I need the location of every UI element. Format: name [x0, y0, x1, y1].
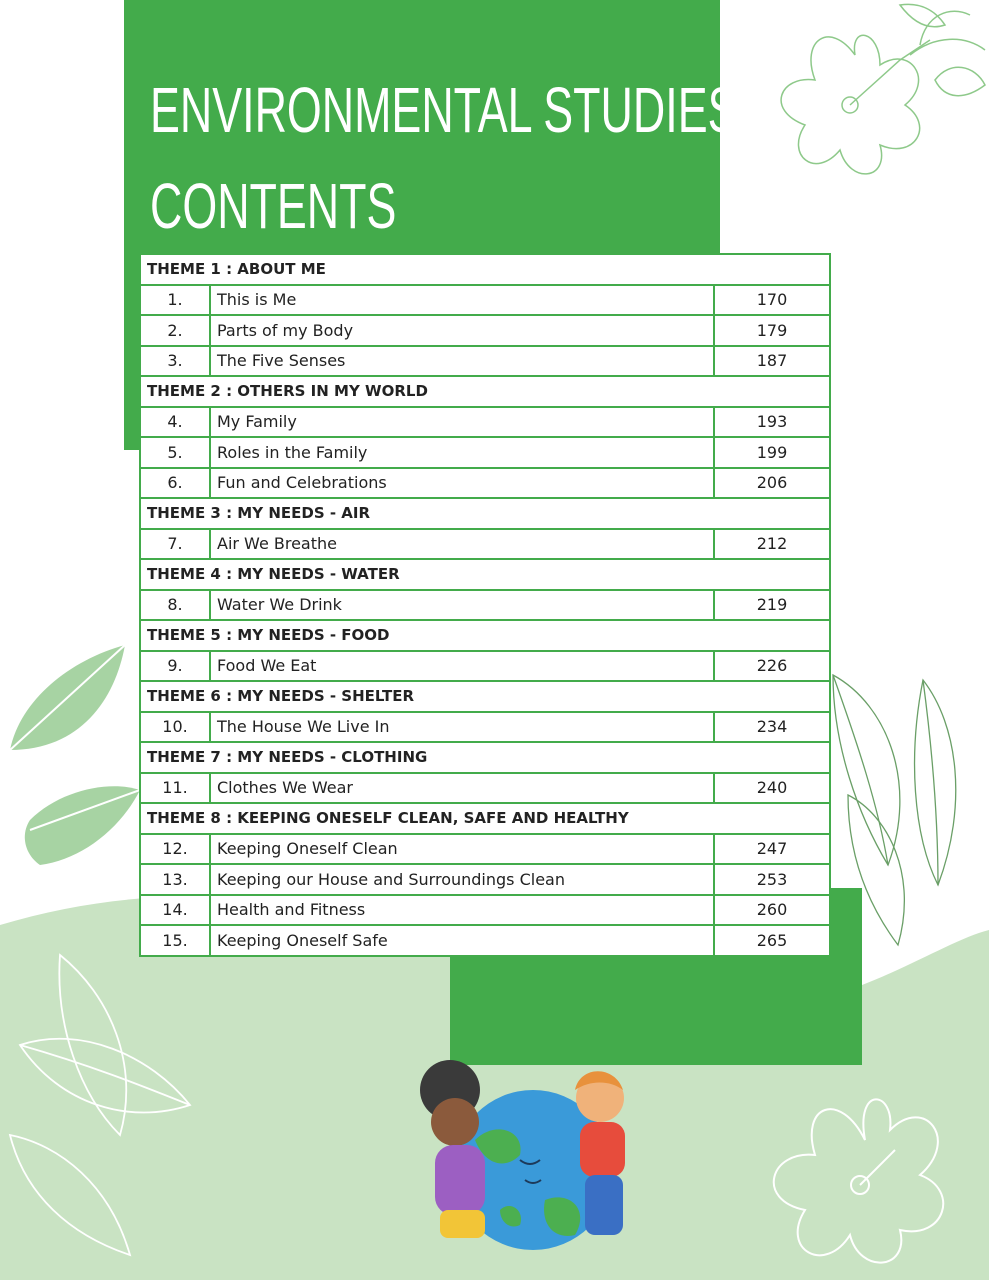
chapter-number: 12.: [140, 834, 210, 865]
theme-row: [140, 681, 830, 712]
chapter-number: 15.: [140, 925, 210, 956]
chapter-title[interactable]: Keeping our House and Surroundings Clean: [210, 864, 714, 895]
theme-title: THEME 4 : MY NEEDS - WATER: [140, 559, 830, 590]
chapter-number: 6.: [140, 468, 210, 499]
theme-title: THEME 5 : MY NEEDS - FOOD: [140, 620, 830, 651]
page-number: 206: [714, 468, 830, 499]
chapter-title[interactable]: Keeping Oneself Clean: [210, 834, 714, 865]
chapter-number: 7.: [140, 529, 210, 560]
page-number: 187: [714, 346, 830, 377]
table-row[interactable]: [140, 651, 830, 682]
chapter-title[interactable]: Parts of my Body: [210, 315, 714, 346]
table-row[interactable]: [140, 407, 830, 438]
page-number: 193: [714, 407, 830, 438]
chapter-number: 9.: [140, 651, 210, 682]
theme-title: THEME 7 : MY NEEDS - CLOTHING: [140, 742, 830, 773]
chapter-title[interactable]: The House We Live In: [210, 712, 714, 743]
leaf-icon: [0, 935, 260, 1280]
theme-row: [140, 254, 830, 285]
chapter-title[interactable]: This is Me: [210, 285, 714, 316]
page-number: 260: [714, 895, 830, 926]
page-title: [150, 62, 737, 254]
chapter-number: 2.: [140, 315, 210, 346]
page-number: 234: [714, 712, 830, 743]
chapter-number: 4.: [140, 407, 210, 438]
hibiscus-flower-icon: [745, 1060, 989, 1280]
chapter-number: 8.: [140, 590, 210, 621]
hibiscus-flower-icon: [760, 0, 989, 215]
chapter-number: 10.: [140, 712, 210, 743]
theme-title: THEME 6 : MY NEEDS - SHELTER: [140, 681, 830, 712]
chapter-title[interactable]: Water We Drink: [210, 590, 714, 621]
children-hugging-earth-icon: [405, 1050, 645, 1265]
theme-row: [140, 498, 830, 529]
title-line-2: CONTENTS: [150, 170, 397, 242]
contents-table: [139, 253, 831, 957]
page-number: 219: [714, 590, 830, 621]
chapter-title[interactable]: The Five Senses: [210, 346, 714, 377]
chapter-title[interactable]: Roles in the Family: [210, 437, 714, 468]
table-row[interactable]: [140, 590, 830, 621]
page-number: 199: [714, 437, 830, 468]
table-row[interactable]: [140, 864, 830, 895]
page-number: 240: [714, 773, 830, 804]
table-row[interactable]: [140, 895, 830, 926]
page-number: 212: [714, 529, 830, 560]
chapter-title[interactable]: My Family: [210, 407, 714, 438]
table-row[interactable]: [140, 285, 830, 316]
theme-title: THEME 8 : KEEPING ONESELF CLEAN, SAFE AND HEALTHY: [140, 803, 830, 834]
theme-title: THEME 3 : MY NEEDS - AIR: [140, 498, 830, 529]
page-number: 179: [714, 315, 830, 346]
chapter-title[interactable]: Keeping Oneself Safe: [210, 925, 714, 956]
theme-row: [140, 620, 830, 651]
chapter-title[interactable]: Clothes We Wear: [210, 773, 714, 804]
table-row[interactable]: [140, 346, 830, 377]
table-row[interactable]: [140, 773, 830, 804]
chapter-title[interactable]: Food We Eat: [210, 651, 714, 682]
page-number: 170: [714, 285, 830, 316]
table-row[interactable]: [140, 834, 830, 865]
chapter-title[interactable]: Health and Fitness: [210, 895, 714, 926]
chapter-number: 1.: [140, 285, 210, 316]
chapter-title[interactable]: Fun and Celebrations: [210, 468, 714, 499]
page-number: 247: [714, 834, 830, 865]
theme-row: [140, 803, 830, 834]
table-row[interactable]: [140, 315, 830, 346]
table-row[interactable]: [140, 712, 830, 743]
title-line-1: ENVIRONMENTAL STUDIES: [150, 74, 738, 146]
chapter-title[interactable]: Air We Breathe: [210, 529, 714, 560]
leaf-icon: [0, 640, 140, 875]
table-row[interactable]: [140, 437, 830, 468]
page-number: 226: [714, 651, 830, 682]
chapter-number: 3.: [140, 346, 210, 377]
table-row[interactable]: [140, 529, 830, 560]
leaf-icon: [828, 665, 989, 955]
theme-row: [140, 559, 830, 590]
chapter-number: 11.: [140, 773, 210, 804]
chapter-number: 13.: [140, 864, 210, 895]
page-number: 253: [714, 864, 830, 895]
chapter-number: 5.: [140, 437, 210, 468]
theme-title: THEME 2 : OTHERS IN MY WORLD: [140, 376, 830, 407]
table-row[interactable]: [140, 468, 830, 499]
page-number: 265: [714, 925, 830, 956]
chapter-number: 14.: [140, 895, 210, 926]
theme-title: THEME 1 : ABOUT ME: [140, 254, 830, 285]
theme-row: [140, 742, 830, 773]
table-row[interactable]: [140, 925, 830, 956]
theme-row: [140, 376, 830, 407]
